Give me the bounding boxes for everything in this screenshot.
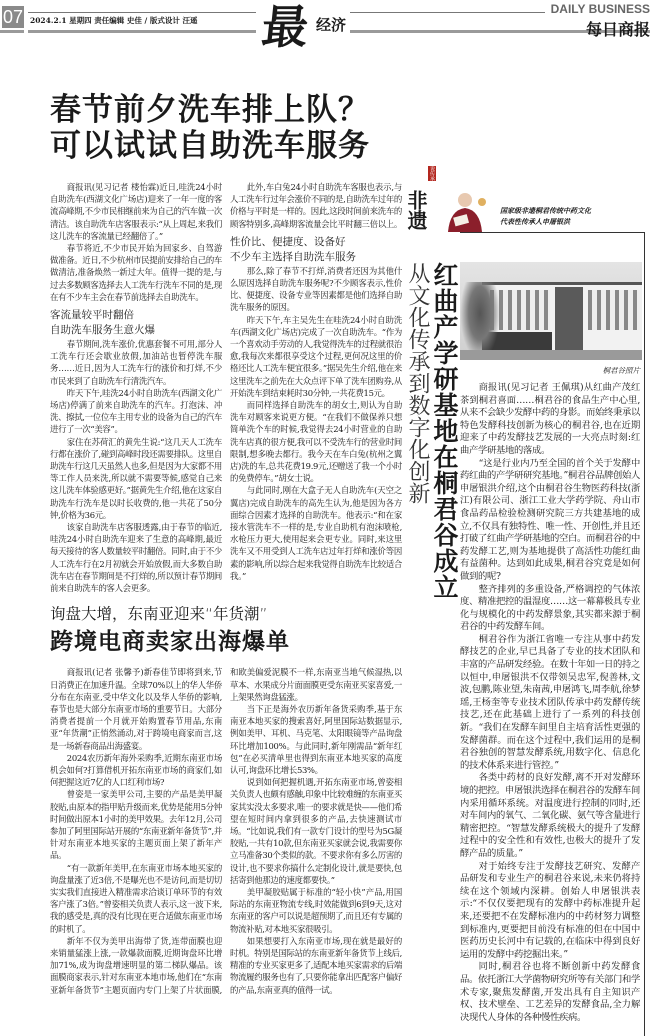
paragraph: 新年不仅为美甲出海带了货,连带面膜也迎来销量猛涨上涨,一款爆款面膜,近期询盘环比增加71%,成为询盘增速明显的第二梯队爆品。该面膜商家表示,针对东南亚本地市场,他们在“东南亚新年备货节”主题页面内专门上架了片状面膜,和欧美偏爱泥膜不一样,东南亚当地气候湿热,以草本、水果成分片面面膜更受东南亚买家喜爱,一上架果然询盘猛涨。	[50, 667, 402, 995]
masthead-rule	[0, 30, 24, 33]
feature-frame	[460, 232, 645, 1036]
masthead-rule-top-right	[350, 12, 545, 13]
heritage-badge	[405, 160, 435, 232]
paragraph: 各类中药材的良好发酵,离不开对发酵环境的把控。申屠银洪选择在桐君谷的发酵车间内采用循环系统。对温度进行控制的同时,还对车间内的氧气、二氧化碳、氨气等含量进行精密把控。“智慧发酵系统极大的提升了发酵过程中的安全性和有效性,也极大的提升了发酵产品的质量。”	[460, 772, 640, 859]
masthead-rule-left	[28, 30, 256, 33]
badge-seal: 说传承	[429, 166, 435, 181]
subheading: 不少车主选择自助洗车服务	[230, 250, 356, 263]
building-photo	[460, 262, 642, 360]
paragraph: 春节期间,洗车涨价,优惠套餐不可用,部分人工洗车行还会歇业放假,加油站也暂停洗车服务……近日,因为人工洗车行的涨价和打烊,不少市民来到了自助洗车行清洗汽车。	[50, 339, 222, 386]
badge-text: 非遗	[404, 190, 428, 230]
section-logo-mark: 最	[259, 0, 311, 54]
paragraph: 而同样选择自助洗车的胡女士,则认为自助洗车对顾客来说更方便。“在我们不做保养只想简单洗个车的时候,我觉得去24小时营业的自助洗车店真的很方便,我可以不受洗车行的营业时间限制,想多晚去都行。我今天在车白兔(杭州之翼店)洗的车,总共花费19.9元,还赠送了我一个小时的免费停车。”胡女士说。	[230, 400, 402, 484]
paragraph: 昨天下午,车主吴先生在哇洗24小时自助洗车(西湖文化广场店)完成了一次自助洗车。“作为一个喜欢动手劳动的人,我觉得洗车的过程就很治愈,我每次来都很享受这个过程,更何况这里的价格还比人工洗车便宜很多。”据吴先生介绍,他在来这里洗车之前先在大众点评下单了洗车团购券,从开始洗车到结束耗时30分钟,一共花费15元。	[230, 314, 402, 398]
paragraph: 桐君谷作为浙江省唯一专注从事中药发酵技艺的企业,早已具备了专业的技术团队和丰富的产品研发经验。在数十年如一日的持之以恒中,申屠银洪不仅带领吴忠军,倪善林,文波,包鹏,陈业望,朱南茜,申屠鸿飞,周李航,徐梦瑶,王杨奎等专业技术团队传承中药发酵传统技艺,还在此基础上进行了一系列的科技创新。“我们在发酵车间里自主培育活性更强的发酵菌群。而在这个过程中,我们运用的是桐君谷独创的智慧发酵系统,用数字化、信息化的技术体系来进行管控。”	[460, 633, 640, 771]
paragraph: 昨天下午,哇洗24小时自助洗车(西湖文化广场店)停满了前来自助洗车的汽车。打泡沫、冲洗、擦拭,一位位车主用专业的设备为自己的汽车进行了一次“美容”。	[50, 387, 222, 435]
feature-body	[460, 382, 640, 1024]
paragraph: 当下正是海外农历新年备货采购季,基于东南亚本地买家的搜索喜好,阿里国际站数据显示,例如美甲、耳机、马克笔、太阳眼镜等产品询盘环比增加100%。与此同时,新年刚需品“新年红包”在必买清单里也得到东南亚本地买家的高度认可,询盘环比增长53%。	[230, 703, 402, 775]
subheading: 自助洗车服务生意火爆	[50, 324, 155, 337]
paragraph: 商报讯(记者 张馨予)新春佳节即将到来,节日消费正在加速升温。全球70%以上的华人华侨分布在东南亚,受中华文化以及华人华侨的影响,春节也是大部分东南亚市场的重要节日。大部分消费者提前一个月就开始购置春节用品,东南亚“年货潮”正悄然涌动,对于跨境电商家而言,这是一场新春商品出海盛宴。	[50, 667, 222, 751]
article3-body	[50, 666, 402, 995]
subheading: 客流量较平时翻倍	[50, 309, 134, 322]
paragraph: “这是行业内乃至全国的首个关于发酵中药红曲的产学研研究基地。”桐君谷品牌创始人申屠银洪介绍,这个由桐君谷生物医药科技(浙江)有限公司、浙江工业大学药学院、舟山市食品药品检验检测研究院三方共建基地的成立,不仅具有独特性、唯一性、开创性,并且还打破了红曲产学研基地的空白。而桐君谷的中药发酵工艺,则为基地提供了高活性功能红曲有益菌种。达到如此成果,桐君谷究竟是如何做到的呢?	[460, 457, 640, 582]
page-number: 07	[2, 7, 24, 27]
paragraph: 对于始终专注于发酵技艺研究、发酵产品研发和专业生产的桐君谷来说,未来仍将持续在这个领域内深耕。创始人申屠银洪表示:“不仅仅要把现有的发酵中药标准提升起来,还要把不在发酵标准内的中药材努力调整到标准内,更要把目前没有标准的但在中国中医药历史长河中有记载的,在临床中得到良好运用的发酵中药挖掘出来。”	[460, 860, 640, 960]
paragraph: 说到如何把握机遇,开拓东南亚市场,曾姿相关负责人也颇有感触,印象中比较难缠的东南亚买家其实没太多要求,唯一的要求就是快——他们希望在短时间内拿到很多的产品,去快速测试市场。“比如说,我们有一款专门设计的型号为5G凝胶贴,一共有10款,但东南亚买家就会说,我需要你立马准备30个类似的款。不要求你有多么厉害的设计,也不要求你搞什么定制化设计,就是要快,包括寄到他那边的速度都要快。”	[230, 777, 402, 885]
paragraph: 美甲凝胶贴属于标准的“轻小快”产品,用国际站的东南亚物流专线,时效能做到6到9天,这对东南亚的客户可以说是超预期了,而且还有专属的物流补贴,对本地买家很吸引。	[230, 886, 402, 934]
brand-english: DAILY BUSINESS	[550, 2, 650, 16]
photo-caption: 桐君谷照片	[602, 366, 640, 375]
feature-note	[500, 205, 591, 227]
paragraph: 此外,车白兔24小时自助洗车客服也表示,与人工洗车行过年会涨价不同的是,自助洗车过年的价格与平时是一样的。因此,这段时间前来洗车的顾客特别多,高峰期客流量会比平时翻三倍以上。	[230, 182, 402, 229]
headline-line-1: 春节前夕洗车排上队？	[50, 92, 370, 128]
subheading: 性价比、便捷度、设备好	[230, 235, 346, 248]
article3-headline: 跨境电商卖家出海爆单	[50, 629, 290, 656]
paragraph: 家住在苏荷汇的黄先生说:“这几天人工洗车行都在涨价了,碰到高峰时段还需要排队。这里自助洗车行这几天虽然人也多,但是因为大家都不用等工作人员来洗,所以就不需要等候,感觉自己来这儿洗车体验感更好。”据黄先生介绍,他在这家自助洗车行洗车是以时长收费的,他一共花了50分钟,价格为36元。	[50, 436, 222, 520]
section-name: 经济	[316, 16, 347, 34]
paragraph: 该家自助洗车店客服透露,由于春节的临近,哇洗24小时自助洗车迎来了生意的高峰期,最近每天接待的客人数量较平时翻倍。同时,由于不少人工洗车行在2月初就会开始放假,而大多数自助洗车店在春节期间是不打烊的,所以预计春节期间前来自助洗车的客人会更多。	[50, 522, 222, 594]
masthead-rule-top-left	[28, 12, 256, 13]
paragraph: 商报讯(见习记者 王佩琪)从红曲产茂红茶到桐君喜面……桐君谷的食品生产中心里,从来不会缺少发酵中药的身影。而始终秉承以特色发酵科技创新为核心的桐君谷,也在近期迎来了中药发酵技艺发展的一大亮点时刻:红曲产学研基地的落成。	[460, 382, 640, 456]
feature-note-line-2: 代表性传承人申屠银洪	[500, 217, 570, 226]
inheritor-portrait-illustration	[440, 190, 490, 232]
paragraph: 与此同时,刚在大盒子无人自助洗车(天空之翼店)完成自助洗车的高先生认为,他是因为各方面综合因素才选择的自助洗车。他表示:“和在家接水管洗车不一样的是,专业自助机有泡沫喷枪,水枪压力更大,使用起来会更专业。同时,来这里洗车又不用受到人工洗车店过年打烊和涨价等因素的影响,所以综合起来我觉得自助洗车比较适合我。”	[230, 485, 402, 581]
paragraph: 春节将近,不少市民开始为回家乡、自驾游做准备。近日,不少杭州市民提前安排给自己的车做清洁,准备焕然一新过大年。值得一提的是,与过去多数顾客选择去人工洗车行洗车不同的是,现在有不少车主会在春节前选择去自助洗车。	[50, 243, 222, 302]
left-column	[50, 92, 402, 996]
article1-body	[50, 181, 402, 594]
article3-kicker: 询盘大增，东南亚迎来“年货潮”	[50, 605, 268, 624]
paragraph: 曾姿是一家美甲公司,主要的产品是美甲凝胶贴,由原本的指甲贴升级而来,优势是能用5分钟时间做出原本1小时的美甲效果。去年12月,公司参加了阿里国际站开展的“东南亚新年备货节”,并针对东南亚本地买家的主题页面上架了新年产品。	[50, 789, 222, 861]
paragraph: “有一款新年美甲,在东南亚市场本地买家的询盘量涨了近3倍,不是曝光也不是访问,而是切切实实我们直接进入精准需求洽谈订单环节的有效客户涨了3倍。”曾姿相关负责人表示,这一波下来,我的感受是,真的没有比现在更合适做东南亚市场的时机了。	[50, 862, 222, 934]
headline-line-2: 可以试试自助洗车服务	[50, 128, 370, 164]
paragraph: 整齐排列的多重设备,严格调控的气体浓度、精准把控的温湿度……这一幕幕极具专业化与规模化的中药发酵景象,其实都来源于桐君谷的中药发酵车间。	[460, 583, 640, 633]
feature-title-bold: 红曲产学研基地在桐君谷成立	[430, 262, 459, 600]
feature-note-line-1: 国家级非遗桐君传统中药文化	[500, 206, 591, 215]
paragraph: 商报讯(见习记者 楼怡霖)近日,哇洗24小时自助洗车(西湖文化广场店)迎来了一年一度的客流高峰期,不少市民相继前来为自己的汽车做一次清洁。该自助洗车店客服表示:“从上周起,来我们这儿洗车的客流量已经翻倍了。”	[50, 182, 222, 241]
dateline: 2024.2.1 星期四 责任编辑 史佳 / 版式设计 汪遥	[30, 16, 198, 25]
brand-chinese: 每日商报	[585, 20, 650, 39]
paragraph: 那么,除了春节不打烊,消费者还因为其他什么原因选择自助洗车服务呢?不少顾客表示,性价比、便捷度、设备专业等因素都是他们选择自助洗车服务的原因。	[230, 265, 402, 313]
paragraph: 如果想要打入东南亚市场,现在就是最好的时机。特别是国际站的东南亚新年备货节上线后,精准的专业买家更多了,适配本地买家需求的后端物流履约服务也有了,只要你能拿出匹配客户偏好的产品,东南亚真的值得一试。	[230, 935, 402, 995]
feature-title-light: 从文化传承到数字化创新	[405, 262, 430, 504]
paragraph: 同时,桐君谷也将不断创新中药发酵食品。依托浙江大学菌物研究所等有关部门和学术专家,聚焦发酵菌,开发出具有自主知识产权、技术壁垒、工艺差异的发酵食品,全力解决现代人身体的各种慢性疾病。	[460, 961, 640, 1023]
paragraph: 2024农历新年海外采购季,近期东南亚市场机会如何?打算借机开拓东南亚市场的商家们,如何把握这近7亿的人口红利市场?	[50, 752, 222, 788]
article1-headline	[50, 92, 402, 164]
